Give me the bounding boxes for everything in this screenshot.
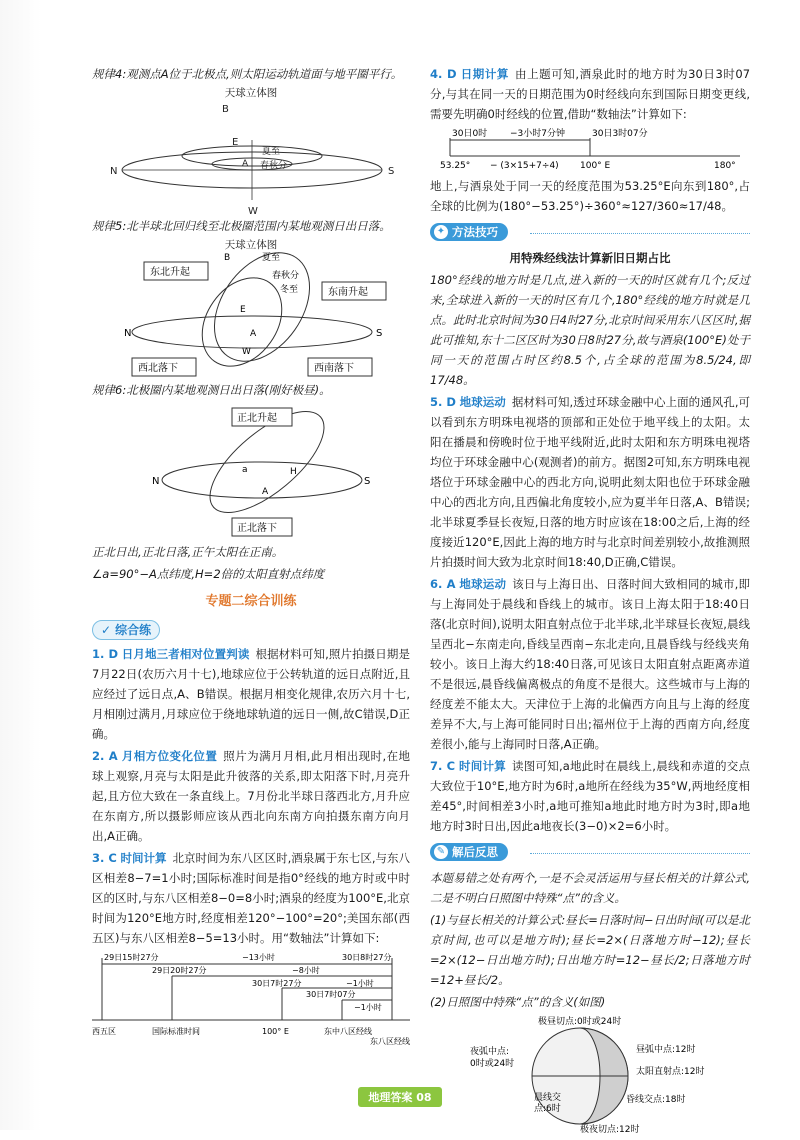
point-N: N [124, 328, 132, 339]
label-northwest-set: 西北落下 [138, 363, 178, 374]
pencil-icon: ✎ [434, 845, 448, 859]
answer-text: 该日与上海日出、日落时间大致相同的城市,即与上海同处于晨线和昏线上的城市。该日上海太阳于18:40日落(北京时间),说明太阳直射点位于北半球,北半球昼长夜短,晨线呈西北−东南走向,昏线呈西南−东北走向,且晨昏线与经线夹角较小。该日上海大约18:40日落,可见该日太阳直射点距离赤道不是很远,晨昏线偏离极点的角度不是很大。这些城市与上海的经度差不能太大。天津位于上海的北偏西方向且与上海的经度差异不大,与上海可能同时日出;福州位于上海的西南方向,经度差很小,能与上海同时日落,A正确。 [430, 577, 751, 751]
label-north-rise: 正北升起 [237, 413, 277, 424]
answer-text: 读图可知,a地此时在晨线上,晨线和赤道的交点大致位于10°E,地方时为6时,a地所在经线为35°W,两地经度相差45°,时间相差3小时,a地可推知a地此时地方时为3时,即a地地方时3时日出,因此a地夜长(3−0)×2=6小时。 [430, 759, 751, 833]
point-B: B [224, 253, 231, 263]
axis-time-5: 30日7时07分 [306, 990, 356, 999]
sunlight-globe-diagram [430, 1014, 750, 1134]
label-winter: 冬至 [280, 285, 299, 295]
axis2-diff: −3小时7分钟 [510, 129, 565, 139]
answer-keyword: 日期计算 [460, 67, 510, 81]
section-title: 专题二综合训练 [205, 594, 297, 609]
axis-label-east8: 东八区经线 [370, 1037, 410, 1046]
point-A: A [242, 159, 249, 169]
answer-keyword: 地球运动 [459, 395, 506, 409]
answer-keyword: 月相方位变化位置 [121, 749, 218, 763]
axis-time-3: 30日8时27分 [342, 953, 392, 962]
answer-number: 2. A [92, 749, 118, 763]
axis-diff-4: −1小时 [354, 1003, 382, 1012]
rule-6: 规律6:北极圈内某地观测日出日落(刚好极昼)。 [92, 383, 331, 397]
axis2-lon-1: 53.25° [440, 161, 471, 170]
left-column [92, 64, 410, 1052]
practice-badge [92, 620, 160, 640]
answer-number: 1. D [92, 647, 119, 661]
axis-label-100e: 100° E [262, 1027, 289, 1036]
axis2-lon-4: 180° [714, 161, 736, 170]
divider [530, 233, 750, 234]
tip-label: 方法技巧 [452, 225, 498, 239]
point-E: E [232, 137, 239, 148]
answer-number: 4. D [430, 67, 457, 81]
label-dawn-time: 点:6时 [534, 1104, 561, 1114]
label-dawn-line: 晨线交 [534, 1093, 562, 1103]
point-S: S [388, 166, 395, 177]
note-1: 正北日出,正北日落,正午太阳在正南。 [92, 545, 284, 559]
celestial-diagram-1 [92, 86, 410, 216]
divider [530, 853, 750, 854]
answer-keyword: 时间计算 [459, 759, 507, 773]
diagram-title: 天球立体图 [224, 87, 278, 99]
answer-keyword: 日月地三者相对位置判读 [121, 647, 250, 661]
answer-text: 由上题可知,酒泉此时的地方时为30日3时07分,与其在同一天的日期范围为0时经线向东到国际日期变更线,需要先明确0时经线的位置,借助“数轴法”计算如下: [430, 67, 751, 121]
page-margin [0, 0, 42, 1130]
answer-text: 照片为满月月相,此月相出现时,在地球上观察,月亮与太阳是此升彼落的关系,即太阳落下时,月亮升起,且方位大致在一条直线上。7月份北半球日落西北方,月升应在东南方,所以摄影师应该从西北向东南方向拍摄东南方向月出,A正确。 [92, 749, 411, 843]
label-night-arc-mid: 夜弧中点: [470, 1047, 510, 1057]
tip-header [430, 222, 750, 244]
axis-diff-3: −1小时 [346, 979, 374, 988]
label-H: H [290, 467, 297, 477]
label-equinox: 春秋分 [272, 271, 300, 281]
label-polar-day-tangent: 极昼切点:0时或24时 [538, 1017, 622, 1027]
label-day-arc-mid: 昼弧中点:12时 [636, 1045, 696, 1055]
label-summer: 夏至 [262, 147, 281, 157]
point-A: A [250, 329, 257, 339]
label-northeast-rise: 东北升起 [150, 267, 190, 278]
answer-text: 北京时间为东八区区时,酒泉属于东七区,与东八区相差8−7=1小时;国际标准时间是指0°经线的地方时或中时区的区时,与东八区相差8−0=8小时;酒泉的经度为100°E,北京时间为120°E地方时,经度相差120°−100°=20°;美国东部(西五区)与东八区相差8−5=13小时。用“数轴法”计算如下: [92, 851, 410, 945]
practice-label: 综合练 [115, 623, 152, 637]
answer-4-cont: 地上,与酒泉处于同一天的经度范围为53.25°E向东到180°,占全球的比例为(180°−53.25°)÷360°≈127/360≈17/48。 [430, 179, 750, 213]
label-a: a [242, 465, 248, 475]
answer-7 [430, 756, 750, 836]
answer-3 [92, 848, 410, 948]
reflect-label: 解后反思 [452, 845, 498, 859]
axis2-end: 30日3时07分 [592, 129, 648, 139]
axis-time-2: 29日20时27分 [152, 966, 207, 975]
celestial-diagram-3 [92, 402, 410, 542]
label-north-set: 正北落下 [237, 523, 277, 534]
reflect-2: (1)与昼长相关的计算公式:昼长=日落时间−日出时间(可以是北京时间,也可以是地方时);昼长=2×(日落地方时−12);昼长=2×(12−日出地方时);日出地方时=12−昼长/2;日落地方时=12+昼长/2。 [430, 913, 750, 987]
celestial-diagram-2 [92, 238, 410, 380]
reflect-3: (2)日照图中特殊“点”的含义(如图) [430, 995, 606, 1009]
label-southwest-set: 西南落下 [314, 363, 354, 374]
axis-diff-1: −13小时 [242, 953, 275, 962]
label-polar-night-tangent: 极夜切点:12时 [580, 1125, 640, 1134]
answer-number: 5. D [430, 395, 456, 409]
time-axis-diagram [92, 950, 410, 1046]
tip-text: 180°经线的地方时是几点,进入新的一天的时区就有几个;反过来,全球进入新的一天的时区有几个,180°经线的地方时就是几点。此时北京时间为30日4时27分,北京时间采用东八区区时,据此可推知,东十二区区时为30日8时27分,故与酒泉(100°E)处于同一天的范围占时区约8.5个,占全球的范围为8.5/24,即17/48。 [430, 273, 750, 387]
axis-diff-2: −8小时 [292, 966, 320, 975]
answer-number: 6. A [430, 577, 456, 591]
point-W: W [242, 347, 251, 357]
axis-time-1: 29日15时27分 [104, 953, 159, 962]
axis2-start: 30日0时 [452, 129, 488, 139]
right-column [430, 64, 750, 1140]
check-icon: ✓ [101, 623, 112, 637]
answer-number: 3. C [92, 851, 117, 865]
answer-keyword: 地球运动 [459, 577, 507, 591]
axis-time-4: 30日7时27分 [252, 979, 302, 988]
point-N: N [110, 166, 118, 177]
point-E: E [240, 305, 246, 315]
diagram-title: 天球立体图 [224, 239, 278, 251]
page-footer [0, 1086, 800, 1106]
answer-1 [92, 644, 410, 744]
reflect-1: 本题易错之处有两个,一是不会灵活运用与昼长相关的计算公式,二是不明白日照图中特殊“点”的含义。 [430, 871, 750, 905]
axis-label-west5: 西五区 [92, 1027, 116, 1036]
axis-label-utc: 国际标准时间 [152, 1027, 200, 1036]
celestial-sphere-1 [92, 100, 410, 216]
tip-pill [430, 223, 508, 241]
label-night-arc-time: 0时或24时 [470, 1059, 515, 1069]
reflect-header [430, 842, 750, 864]
label-dusk-line: 昏线交点:18时 [626, 1095, 686, 1105]
point-W: W [248, 206, 258, 216]
reflect-pill [430, 843, 508, 861]
point-S: S [364, 476, 371, 487]
celestial-sphere-2 [92, 252, 410, 380]
answer-keyword: 时间计算 [120, 851, 167, 865]
rule-5: 规律5:北半球北回归线至北极圈范围内某地观测日出日落。 [92, 219, 391, 233]
tip-title: 用特殊经线法计算新旧日期占比 [509, 251, 671, 265]
axis-label-east8-mid: 东中八区经线 [324, 1027, 372, 1036]
point-S: S [376, 328, 383, 339]
rule-4: 规律4:观测点A位于北极点,则太阳运动轨道面与地平圈平行。 [92, 67, 403, 81]
label-southeast-rise: 东南升起 [328, 287, 368, 298]
label-summer: 夏至 [262, 253, 281, 263]
note-2: ∠a=90°−A点纬度,H=2倍的太阳直射点纬度 [92, 567, 325, 581]
point-A: A [262, 487, 269, 497]
answer-4 [430, 64, 750, 124]
lightbulb-icon: ✦ [434, 225, 448, 239]
date-axis-diagram [430, 126, 750, 170]
point-N: N [152, 476, 160, 487]
answer-2 [92, 746, 410, 846]
footer-tag: 地理答案 08 [358, 1087, 441, 1107]
axis2-lon-3: 100° E [580, 161, 611, 170]
axis2-lon-2: − (3×15+7÷4) [490, 161, 559, 170]
answer-text: 根据材料可知,照片拍摄日期是7月22日(农历六月十七),地球应位于公转轨道的远日点附近,且应经过了远日点,A、B错误。根据月相变化规律,农历六月十七,月相刚过满月,月球应位于绕地球轨道的远日一侧,故C错误,D正确。 [92, 647, 411, 741]
celestial-sphere-3 [92, 402, 410, 542]
label-subsolar-point: 太阳直射点:12时 [636, 1067, 705, 1077]
label-equinox: 春秋分 [260, 161, 288, 171]
answer-number: 7. C [430, 759, 456, 773]
answer-5 [430, 392, 750, 572]
point-B: B [222, 104, 229, 115]
answer-6 [430, 574, 750, 754]
answer-text: 据材料可知,透过环球金融中心上面的通风孔,可以看到东方明珠电视塔的顶部和正处位于地平线上的太阳。太阳在播晨和傍晚时位于地平线附近,此时太阳和东方明珠电视塔均位于环球金融中心(观测者)的前方。据图2可知,东方明珠电视塔位于环球金融中心的西北方向,说明此刻太阳也位于环球金融中心的西北方向,且西偏北角度较小,应为夏半年日落,A、B错误;北半球夏季昼长夜短,日落的地方时应该在18:00之后,上海的经度接近120°E,因此上海的地方时与北京时间差别较小,故推测照片拍摄时间大致为北京时间18:40,D正确,C错误。 [430, 395, 751, 569]
